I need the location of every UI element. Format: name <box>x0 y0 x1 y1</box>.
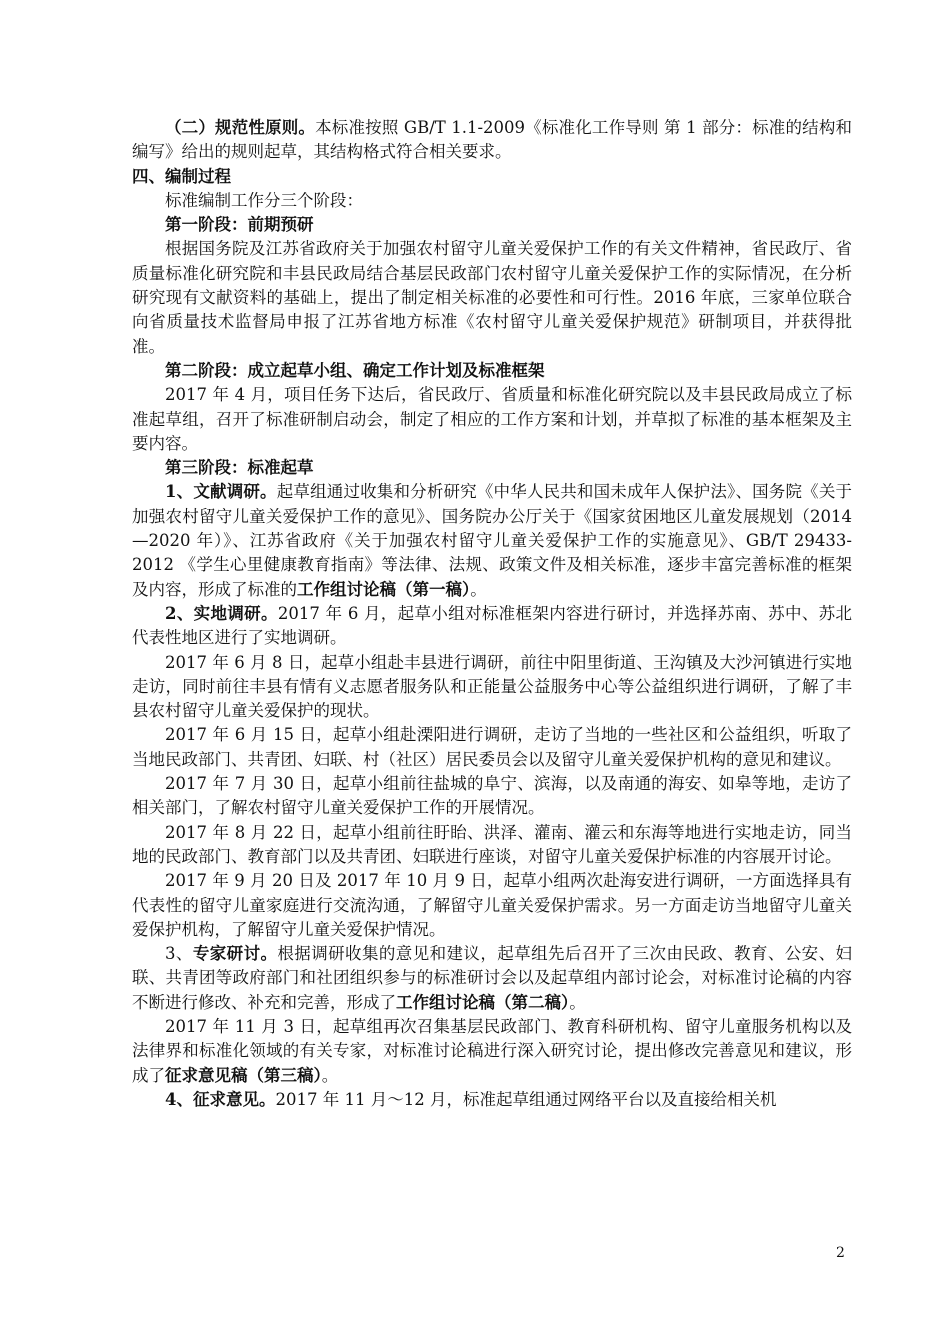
paragraph <box>132 772 852 821</box>
bold-text-run: 4、征求意见。 <box>165 1089 276 1109</box>
text-run: 。 <box>470 579 487 599</box>
text-run: 根据国务院及江苏省政府关于加强农村留守儿童关爱保护工作的有关文件精神，省民政厅、省质量标准化研究院和丰县民政局结合基层民政部门农村留守儿童关爱保护工作的实际情况，在分析研究现有文献资料的基础上，提出了制定相关标准的必要性和可行性。2016 年底，三家单位联合向省质量技术监督局申报了江苏省地方标准《农村留守儿童关爱保护规范》研制项目，并获得批准。 <box>132 239 852 356</box>
text-run: 根据调研收集的意见和建议，起草组先后召开了三次由民政、教育、公安、妇联、共青团等政府部门和社团组织参与的标准研讨会以及起草组内部讨论会，对标准讨论稿的内容不断进行修改、补充和完善，形成了 <box>132 944 853 1012</box>
bold-text-run: 四、编制过程 <box>132 166 231 186</box>
text-run: 。 <box>569 992 586 1012</box>
paragraph <box>132 1088 852 1112</box>
paragraph <box>132 723 852 772</box>
bold-text-run: （二）规范性原则。 <box>165 118 316 137</box>
paragraph <box>132 213 852 237</box>
text-run: 起草组通过收集和分析研究《中华人民共和国未成年人保护法》、国务院《关于加强农村留守儿童关爱保护工作的意见》、国务院办公厅关于《国家贫困地区儿童发展规划（2014—2020 年）》、江苏省政府《关于加强农村留守儿童关爱保护工作的实施意见》、GB/T 29433-2012 《学生心里健康教育指南》等法律、法规、政策文件及相关标准，逐步丰富完善标准的框架及内容，形成了标准的 <box>132 482 853 599</box>
paragraph <box>132 456 852 480</box>
text-run: 2017 年 8 月 22 日，起草小组前往盱眙、洪泽、灌南、灌云和东海等地进行实地走访，同当地的民政部门、教育部门以及共青团、妇联进行座谈，对留守儿童关爱保护标准的内容展开讨论。 <box>132 822 852 866</box>
text-run: 2017 年 7 月 30 日，起草小组前往盐城的阜宁、滨海，以及南通的海安、如皋等地，走访了相关部门，了解农村留守儿童关爱保护工作的开展情况。 <box>132 774 852 818</box>
bold-text-run: 1、文献调研。 <box>165 482 277 502</box>
text-run: 2017 年 9 月 20 日及 2017 年 10 月 9 日，起草小组两次赴海安进行调研，一方面选择具有代表性的留守儿童家庭进行交流沟通，了解留守儿童关爱保护需求。另一方面走访当地留守儿童关爱保护机构，了解留守儿童关爱保护情况。 <box>132 871 852 939</box>
text-run: 本标准按照 GB/T 1.1-2009《标准化工作导则 第 1 部分：标准的结构和编写》给出的规则起草，其结构格式符合相关要求。 <box>132 118 852 162</box>
bold-text-run: 2、实地调研。 <box>165 603 278 623</box>
paragraph <box>132 1015 852 1088</box>
text-run: 2017 年 4 月，项目任务下达后，省民政厅、省质量和标准化研究院以及丰县民政局成立了标准起草组，召开了标准研制启动会，制定了相应的工作方案和计划，并草拟了标准的基本框架及主要内容。 <box>132 385 852 453</box>
text-run: 标准编制工作分三个阶段： <box>165 190 363 210</box>
text-run: 2017 年 11 月～12 月，标准起草组通过网络平台以及直接给相关机 <box>275 1089 777 1109</box>
text-run: 2017 年 6 月 8 日，起草小组赴丰县进行调研，前往中阳里街道、王沟镇及大沙河镇进行实地走访，同时前往丰县有情有义志愿者服务队和正能量公益服务中心等公益组织进行调研，了解了丰县农村留守儿童关爱保护的现状。 <box>132 652 852 721</box>
document-body <box>132 116 852 1112</box>
paragraph <box>132 359 852 383</box>
paragraph <box>132 383 852 456</box>
text-run: 2017 年 11 月 3 日，起草组再次召集基层民政部门、教育科研机构、留守儿童服务机构以及法律界和标准化领域的有关专家，对标准讨论稿进行深入研究讨论，提出修改完善意见和建议，形成了 <box>132 1016 852 1085</box>
paragraph <box>132 869 852 942</box>
bold-text-run: 第三阶段：标准起草 <box>165 458 314 478</box>
paragraph <box>132 602 852 651</box>
text-run: 2017 年 6 月 15 日，起草小组赴溧阳进行调研，走访了当地的一些社区和公益组织，听取了当地民政部门、共青团、妇联、村（社区）居民委员会以及留守儿童关爱保护机构的意见和建议。 <box>132 725 852 769</box>
paragraph <box>132 651 852 724</box>
text-run: 。 <box>321 1065 339 1085</box>
page-number: 2 <box>836 1245 845 1261</box>
bold-text-run: 工作组讨论稿（第一稿） <box>297 579 471 599</box>
paragraph <box>132 821 852 870</box>
text-run: 3、 <box>165 944 193 964</box>
text-run: 2017 年 6 月，起草小组对标准框架内容进行研讨，并选择苏南、苏中、苏北代表性地区进行了实地调研。 <box>132 603 852 648</box>
paragraph <box>132 189 852 213</box>
bold-text-run: 征求意见稿（第三稿） <box>165 1065 322 1085</box>
bold-text-run: 专家研讨。 <box>192 944 278 964</box>
bold-text-run: 第一阶段：前期预研 <box>165 215 314 235</box>
paragraph <box>132 237 852 358</box>
bold-text-run: 第二阶段：成立起草小组、确定工作计划及标准框架 <box>165 360 545 380</box>
paragraph <box>132 165 852 189</box>
paragraph <box>132 116 852 165</box>
paragraph <box>132 480 852 601</box>
paragraph <box>132 942 852 1015</box>
bold-text-run: 工作组讨论稿（第二稿） <box>396 992 570 1012</box>
